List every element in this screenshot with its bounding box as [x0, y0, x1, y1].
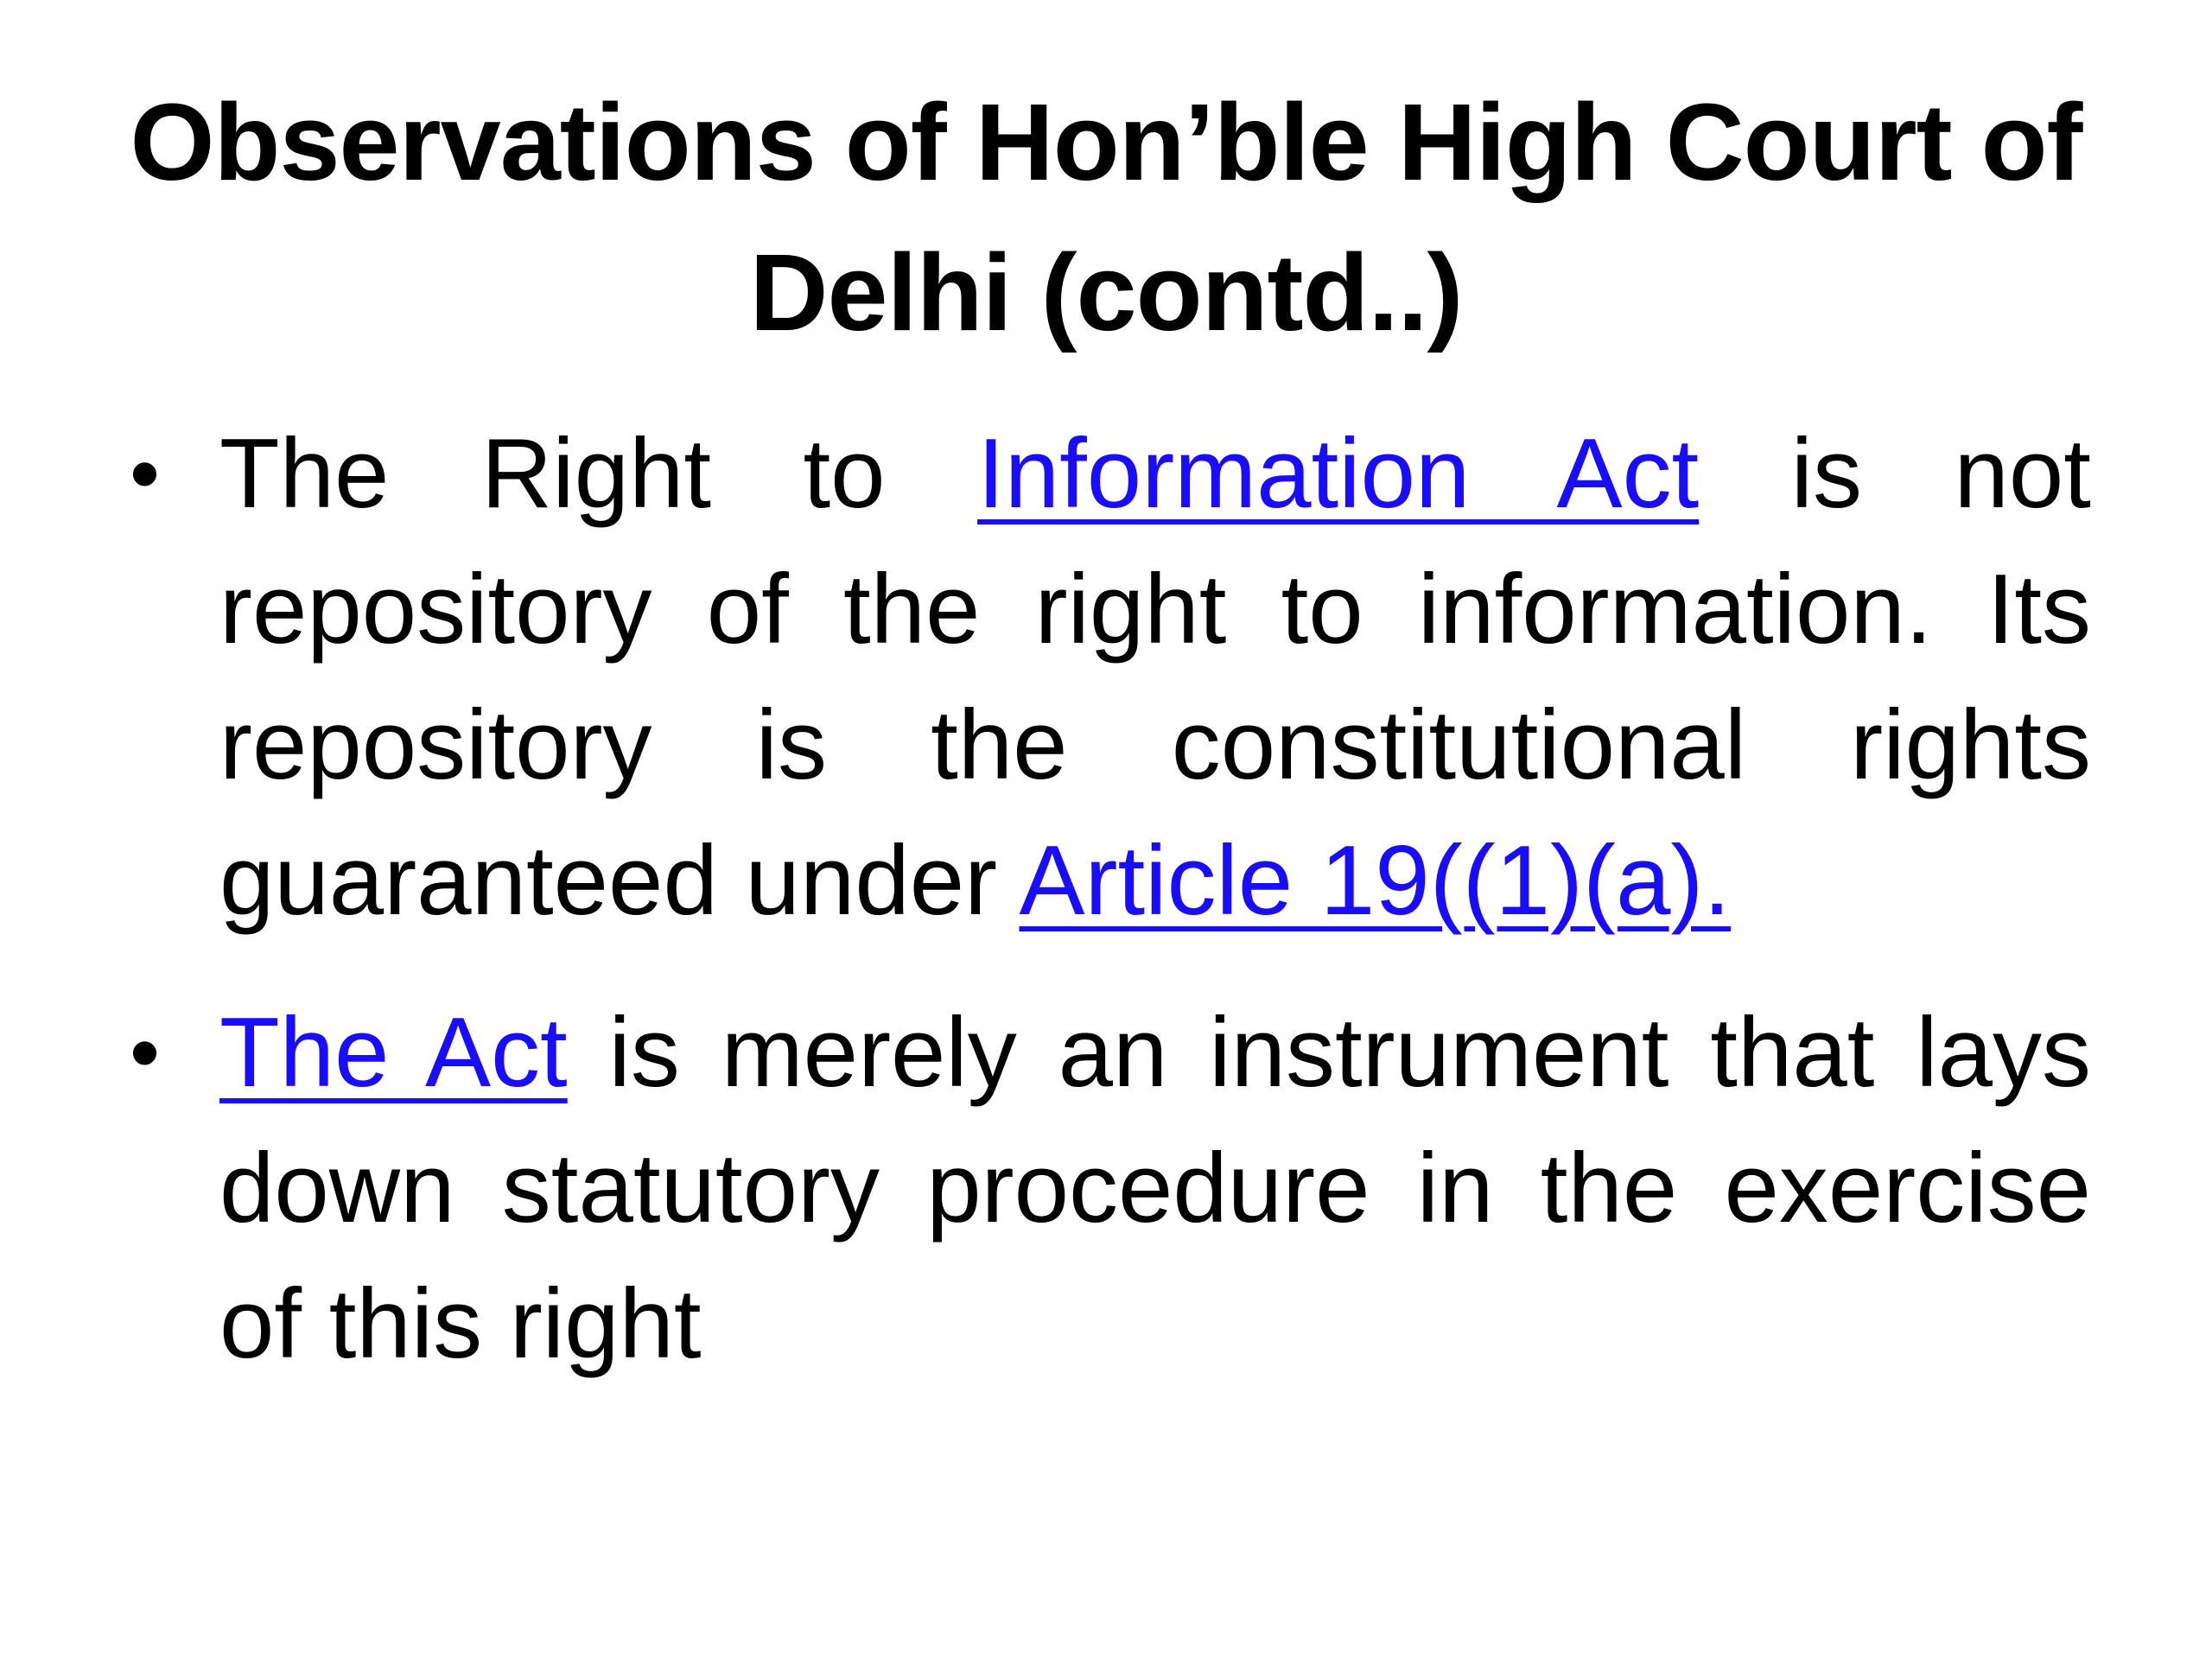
bullet-item-2: [130, 985, 2091, 1392]
slide-title: Observations of Hon’ble High Court of Delhi (contd..): [130, 81, 2082, 353]
bullet-icon: •: [130, 1004, 161, 1101]
bullet-1-text-middle: is not repository of the right to information. Its repository is the constitutional rights guaranteed under: [219, 419, 2091, 936]
bullet-item-1: [130, 406, 2091, 949]
information-act-link[interactable]: Information Act: [977, 419, 1700, 529]
article-19-link[interactable]: Article 19((1)(a).: [1019, 826, 1731, 936]
bullet-icon: •: [130, 425, 161, 522]
the-act-link[interactable]: The Act: [219, 998, 568, 1108]
bullet-1-text-start: The Right to: [219, 419, 978, 529]
bullet-2-text: is merely an instrument that lays down statutory procedure in the exercise of this right: [219, 998, 2091, 1379]
bullet-list: [130, 406, 2091, 1428]
